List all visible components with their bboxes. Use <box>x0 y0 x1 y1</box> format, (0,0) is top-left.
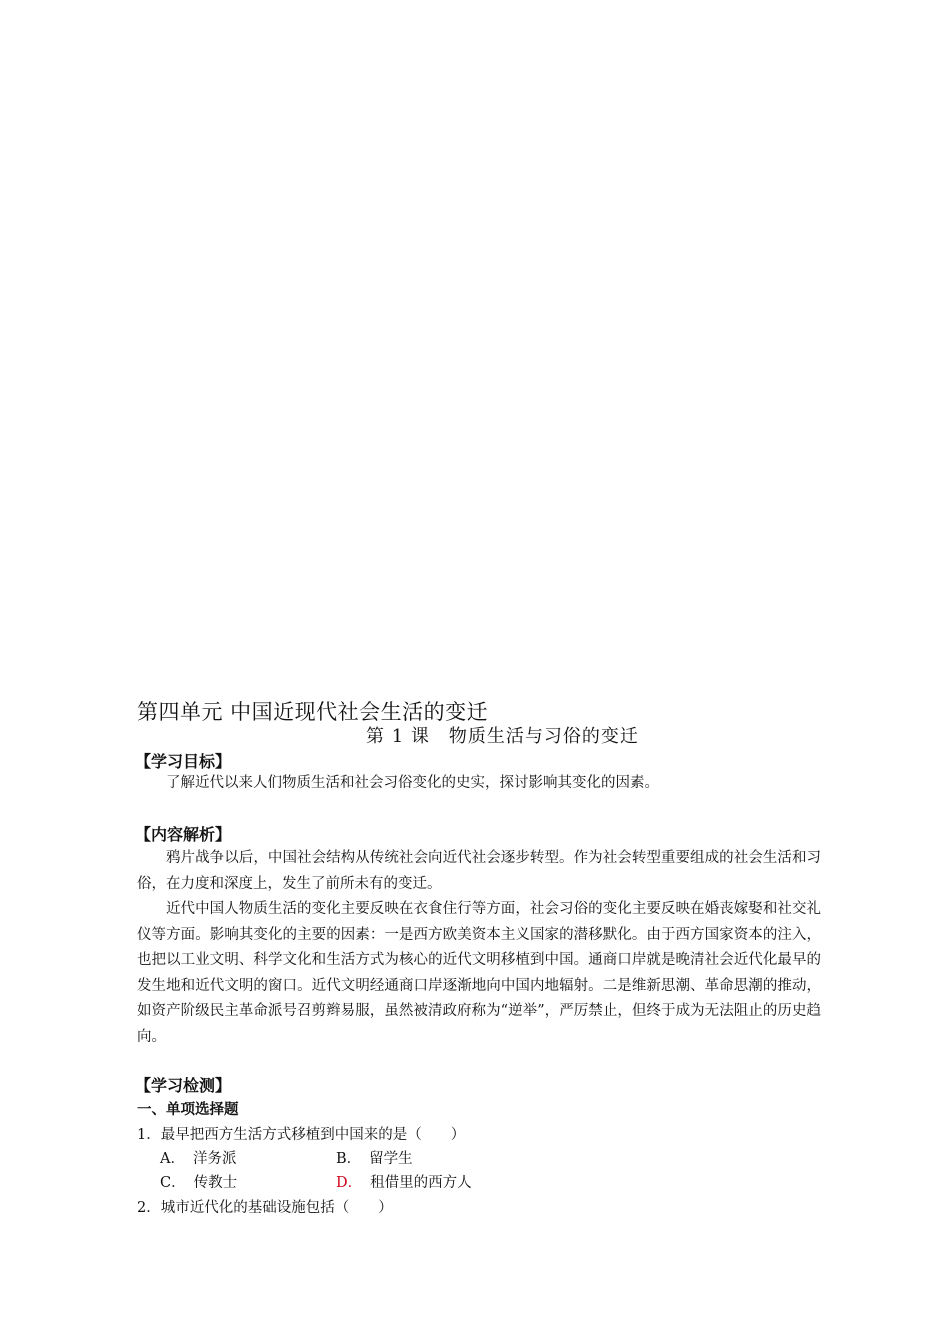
unit-title: 第四单元 中国近现代社会生活的变迁 <box>137 700 489 724</box>
option-key-answer: D． <box>336 1175 363 1191</box>
lesson-title: 第 1 课 物质生活与习俗的变迁 <box>366 726 639 747</box>
question-stem: 1．最早把西方生活方式移植到中国来的是（ ） <box>137 1127 466 1143</box>
option-d <box>336 1171 472 1192</box>
question-section-title: 一、单项选择题 <box>137 1102 239 1118</box>
analysis-heading: 【内容解析】 <box>135 825 232 844</box>
objectives-heading: 【学习目标】 <box>135 752 232 771</box>
question-stem: 2．城市近代化的基础设施包括（ ） <box>137 1200 393 1216</box>
option-a <box>160 1147 236 1168</box>
option-c <box>160 1171 237 1192</box>
option-key: A． <box>160 1151 185 1167</box>
test-heading: 【学习检测】 <box>135 1076 232 1095</box>
option-text: 洋务派 <box>192 1151 237 1167</box>
analysis-paragraph: 近代中国人物质生活的变化主要反映在衣食住行等方面，社会习俗的变化主要反映在婚丧嫁娶和社交礼仪等方面。影响其变化的主要的因素：一是西方欧美资本主义国家的潜移默化。由于西方国家资本的注入，也把以工业文明、科学文化和生活方式为核心的近代文明移植到中国。通商口岸就是晚清社会近代化最早的发生地和近代文明的窗口。近代文明经通商口岸逐渐地向中国内地辐射。二是维新思潮、革命思潮的推动，如资产阶级民主革命派号召剪辫易服，虽然被清政府称为“逆举”，严厉禁止，但终于成为无法阻止的历史趋向。 <box>137 901 821 1045</box>
option-text: 传教士 <box>193 1175 238 1191</box>
option-text: 租借里的西方人 <box>370 1175 472 1191</box>
option-key: B． <box>336 1151 362 1167</box>
analysis-paragraph: 鸦片战争以后，中国社会结构从传统社会向近代社会逐步转型。作为社会转型重要组成的社会生活和习俗，在力度和深度上，发生了前所未有的变迁。 <box>137 850 821 892</box>
objectives-text: 了解近代以来人们物质生活和社会习俗变化的史实，探讨影响其变化的因素。 <box>166 775 659 791</box>
option-b <box>336 1147 413 1168</box>
option-text: 留学生 <box>369 1151 413 1167</box>
option-key: C． <box>160 1175 186 1191</box>
